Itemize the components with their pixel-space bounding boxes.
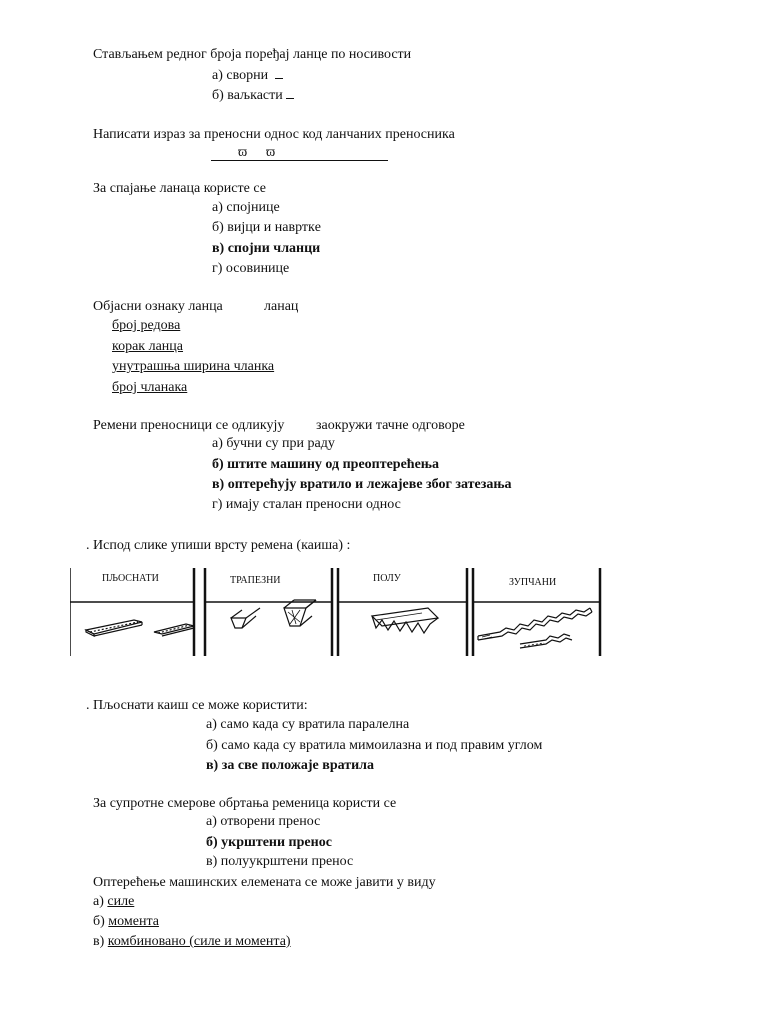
toothed-belt-illustration (478, 608, 592, 648)
q9-option: в) комбиновано (силе и момента) (93, 934, 291, 949)
q8-prompt: За супротне смерове обртања ременица користи се (93, 796, 397, 811)
q2-formula-line (211, 144, 388, 161)
answer-blank[interactable] (275, 66, 283, 79)
q5-option: а) бучни су при раду (212, 436, 335, 451)
q4-item: број чланака (112, 380, 188, 395)
q5-option-correct: б) штите машину од преоптерећења (212, 457, 439, 472)
q8-option: а) отворени пренос (206, 814, 321, 829)
q2-prompt: Написати израз за преносни однос код ланчаних преносника (93, 127, 455, 142)
answer-blank[interactable] (286, 86, 294, 99)
q5-prompt: Ремени преносници се одликују (93, 418, 285, 433)
belt-label-v: ТРАПЕЗНИ (230, 575, 281, 586)
q4-item: корак ланца (112, 339, 184, 354)
belt-label-poly: ПОЛУ (373, 573, 401, 584)
q3-option: б) вијци и наврткe (212, 220, 322, 235)
q4-item: број редова (112, 318, 181, 333)
q6-prompt: . Испод слике упиши врсту ремена (каиша) : (86, 538, 351, 553)
q1-option-a: а) сворни (212, 66, 283, 85)
q4-chain-word: ланац (264, 299, 299, 314)
poly-v-belt-illustration (372, 608, 438, 633)
q7-option: а) само када су вратила паралелна (206, 717, 410, 732)
omega-symbol: ϖ (266, 145, 276, 160)
q4-item: унутрашња ширина чланка (112, 359, 275, 374)
q7-prompt: . Пљоснати каиш се може користити: (86, 698, 308, 713)
belt-label-toothed: ЗУПЧАНИ (509, 577, 557, 588)
q5-hint: заокружи тачне одговоре (316, 418, 465, 433)
v-belt-illustration (231, 600, 316, 628)
q8-option-correct: б) укрштени пренос (206, 835, 332, 850)
q3-option: г) осовинице (212, 261, 290, 276)
omega-symbol: ϖ (238, 145, 248, 160)
q8-option: в) полуукрштени пренос (206, 854, 354, 869)
q5-option: г) имају сталан преносни однос (212, 497, 401, 512)
q4-prompt: Објасни ознаку ланца (93, 299, 223, 314)
belt-label-flat: ПЉОСНАТИ (102, 573, 159, 584)
q7-option: б) само када су вратила мимоилазна и под правим углом (206, 738, 543, 753)
q9-prompt: Оптерећење машинских елемената се може јавити у виду (93, 875, 436, 890)
flat-belt-illustration (86, 620, 194, 636)
q7-option-correct: в) за све положаје вратила (206, 758, 375, 773)
q3-prompt: За спајање ланаца користе се (93, 181, 266, 196)
belt-types-figure (70, 568, 604, 658)
q9-option: а) силе (93, 894, 135, 909)
q3-option: а) спојнице (212, 200, 280, 215)
q5-option-correct: в) оптерећују вратило и лежајеве због затезања (212, 477, 512, 492)
q1-option-b: б) ваљкасти (212, 86, 294, 105)
q9-option: б) момента (93, 914, 159, 929)
q1-prompt: Стављањем редног броја поређај ланце по носивости (93, 47, 412, 62)
q3-option-correct: в) спојни чланци (212, 241, 321, 256)
